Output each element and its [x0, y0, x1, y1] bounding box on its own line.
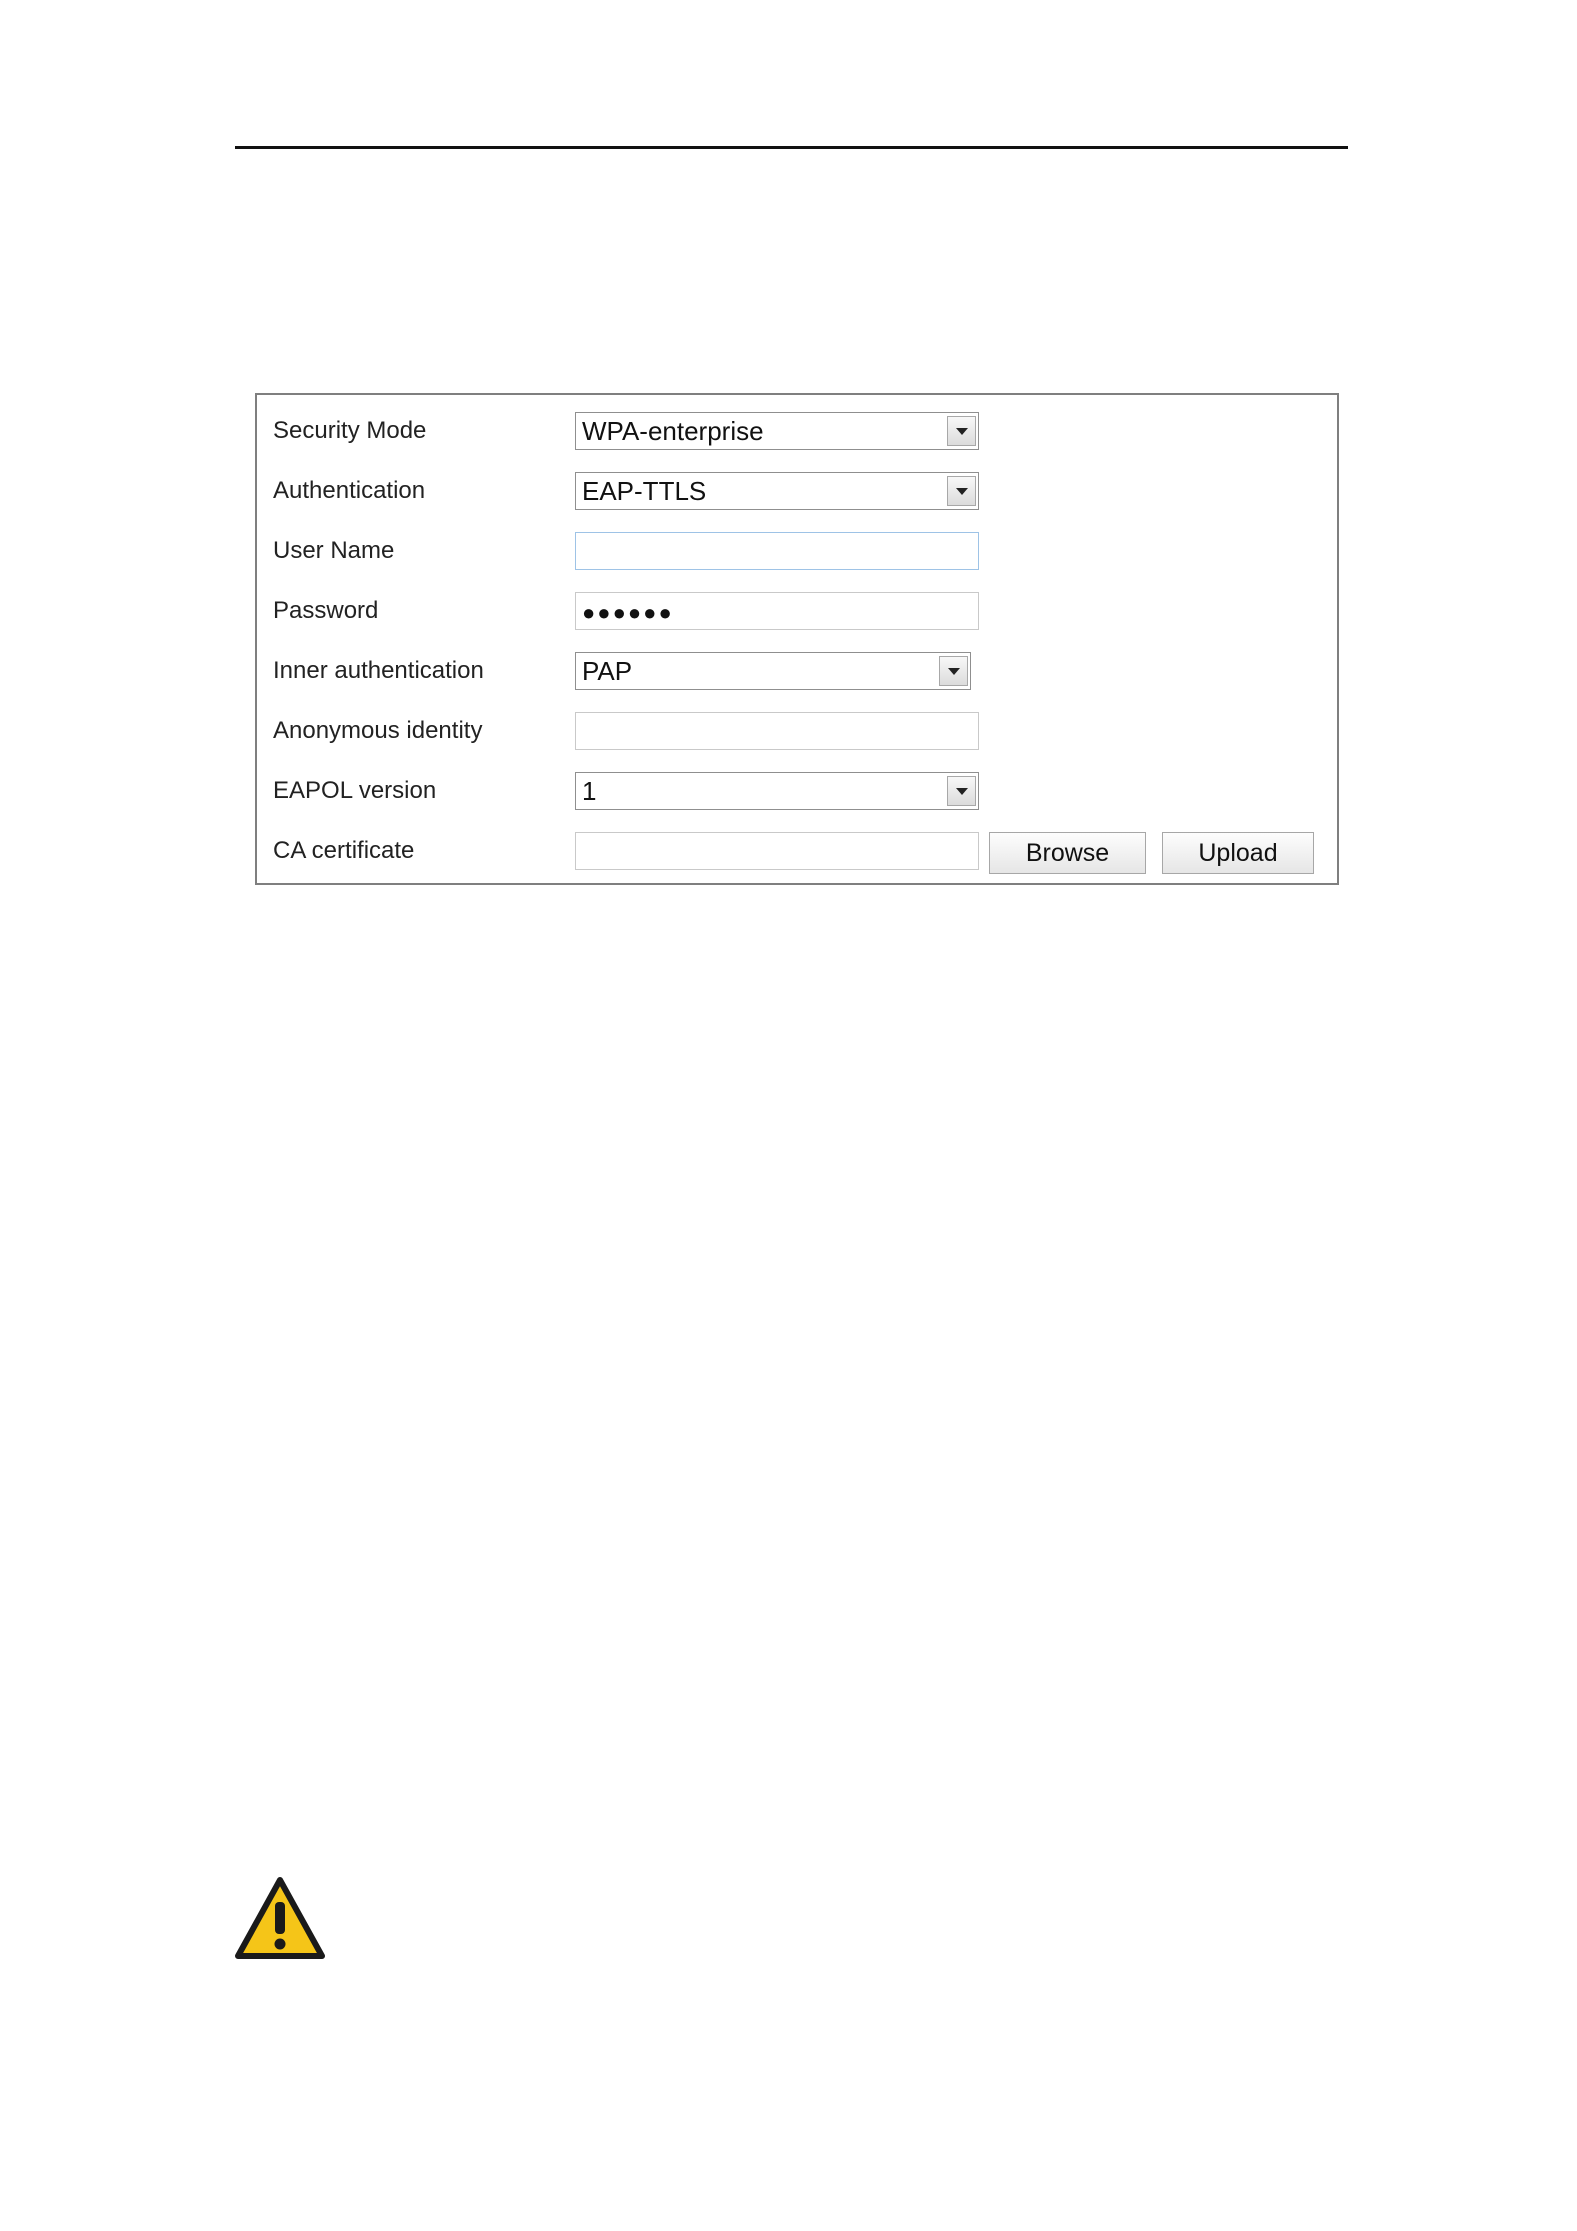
user-name-label: User Name — [273, 537, 395, 564]
wireless-security-panel — [255, 393, 1339, 885]
security-mode-select[interactable] — [575, 412, 979, 450]
eapol-version-label: EAPOL version — [273, 777, 437, 804]
eapol-version-select[interactable] — [575, 772, 979, 810]
inner-authentication-value: PAP — [582, 656, 633, 686]
anonymous-identity-input[interactable] — [575, 712, 979, 750]
eapol-version-value: 1 — [582, 776, 597, 806]
password-value: ●●●●●● — [582, 600, 674, 625]
inner-authentication-label: Inner authentication — [273, 657, 484, 684]
password-label: Password — [273, 597, 379, 624]
header-rule — [235, 146, 1348, 149]
row-eapol-version — [257, 770, 1337, 812]
security-mode-label: Security Mode — [273, 417, 427, 444]
row-anonymous-identity — [257, 710, 1337, 752]
user-name-input[interactable] — [575, 532, 979, 570]
chevron-down-icon[interactable] — [939, 656, 968, 686]
warning-triangle-icon — [234, 1876, 326, 1961]
row-password — [257, 590, 1337, 632]
row-inner-authentication — [257, 650, 1337, 692]
upload-button[interactable]: Upload — [1162, 832, 1314, 874]
chevron-down-icon[interactable] — [947, 476, 976, 506]
ca-certificate-path-input[interactable] — [575, 832, 979, 870]
row-authentication — [257, 470, 1337, 512]
browse-button[interactable]: Browse — [989, 832, 1146, 874]
row-security-mode — [257, 410, 1337, 452]
authentication-label: Authentication — [273, 477, 426, 504]
security-mode-value: WPA-enterprise — [582, 416, 764, 446]
authentication-value: EAP-TTLS — [582, 476, 707, 506]
chevron-down-icon[interactable] — [947, 416, 976, 446]
row-ca-certificate — [257, 830, 1337, 872]
authentication-select[interactable] — [575, 472, 979, 510]
password-input[interactable] — [575, 592, 979, 630]
ca-certificate-label: CA certificate — [273, 837, 415, 864]
chevron-down-icon[interactable] — [947, 776, 976, 806]
row-user-name — [257, 530, 1337, 572]
inner-authentication-select[interactable] — [575, 652, 971, 690]
anonymous-identity-label: Anonymous identity — [273, 717, 483, 744]
